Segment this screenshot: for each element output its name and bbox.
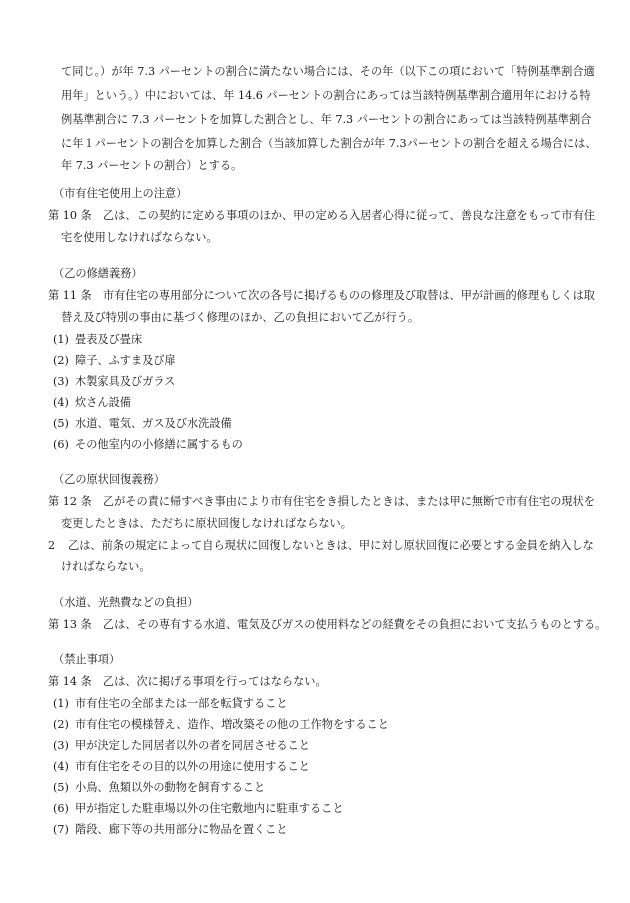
article-14-text: 第 14 条 乙は、次に掲げる事項を行ってはならない。: [48, 675, 327, 688]
article-10-text: 第 10 条 乙は、この契約に定める事項のほか、甲の定める入居者心得に従って、善良な注意をもって市有住: [48, 209, 595, 222]
list-item: (3) 木製家具及びガラス: [53, 375, 176, 388]
article-11-text: 第 11 条 市有住宅の専用部分について次の各号に掲げるものの修理及び取替は、甲が計画的修理もしくは取: [48, 289, 595, 302]
intro-line: 年 7.3 パーセントの割合）とする。: [61, 159, 243, 172]
article-12-clause-2: 2 乙は、前条の規定によって自ら現状に回復しないときは、甲に対し原状回復に必要とする金員を納入しな: [48, 539, 594, 552]
intro-line: に年１パーセントの割合を加算した割合（当該加算した割合が年 7.3パーセントの割合を超える場合には、: [61, 137, 597, 150]
list-item: (2) 障子、ふすま及び扉: [53, 354, 176, 367]
list-item: (3) 甲が決定した同居者以外の者を同居させること: [53, 739, 310, 752]
article-12-text: 第 12 条 乙がその責に帰すべき事由により市有住宅をき損したときは、または甲に無断で市有住宅の現状を: [48, 495, 595, 508]
article-12-text: 変更したときは、ただちに原状回復しなければならない。: [61, 517, 352, 530]
list-item: (6) その他室内の小修繕に属するもの: [53, 438, 243, 451]
article-14-heading: （禁止事項）: [53, 653, 121, 666]
article-10-text: 宅を使用しなければならない。: [61, 231, 218, 244]
list-item: (5) 小鳥、魚類以外の動物を飼育すること: [53, 781, 266, 794]
article-11-text: 替え及び特別の事由に基づく修理のほか、乙の負担において乙が行う。: [61, 311, 420, 324]
list-item: (4) 炊さん設備: [53, 396, 131, 409]
article-12-clause-2: ければならない。: [61, 560, 151, 573]
intro-line: て同じ。）が年 7.3 パーセントの割合に満たない場合には、その年（以下この項において「特例基準割合適: [61, 65, 595, 78]
list-item: (1) 畳表及び畳床: [53, 333, 143, 346]
list-item: (5) 水道、電気、ガス及び水洗設備: [53, 417, 232, 430]
list-item: (1) 市有住宅の全部または一部を転貸すること: [53, 697, 288, 710]
article-10-heading: （市有住宅使用上の注意）: [53, 187, 188, 200]
article-12-heading: （乙の原状回復義務）: [53, 473, 165, 486]
list-item: (7) 階段、廊下等の共用部分に物品を置くこと: [53, 823, 288, 836]
article-13-heading: （水道、光熱費などの負担）: [53, 596, 199, 609]
list-item: (6) 甲が指定した駐車場以外の住宅敷地内に駐車すること: [53, 802, 344, 815]
intro-line: 用年」という。）中においては、年 14.6 パーセントの割合にあっては当該特例基準割合適用年における特: [61, 89, 591, 102]
article-11-heading: （乙の修繕義務）: [53, 267, 143, 280]
article-13-text: 第 13 条 乙は、その専有する水道、電気及びガスの使用料などの経費をその負担において支払うものとする。: [48, 618, 607, 631]
intro-line: 例基準割合に 7.3 パーセントを加算した割合とし、年 7.3 パーセントの割合にあっては当該特例基準割合: [61, 113, 592, 126]
list-item: (4) 市有住宅をその目的以外の用途に使用すること: [53, 760, 310, 773]
list-item: (2) 市有住宅の模様替え、造作、増改築その他の工作物をすること: [53, 718, 389, 731]
